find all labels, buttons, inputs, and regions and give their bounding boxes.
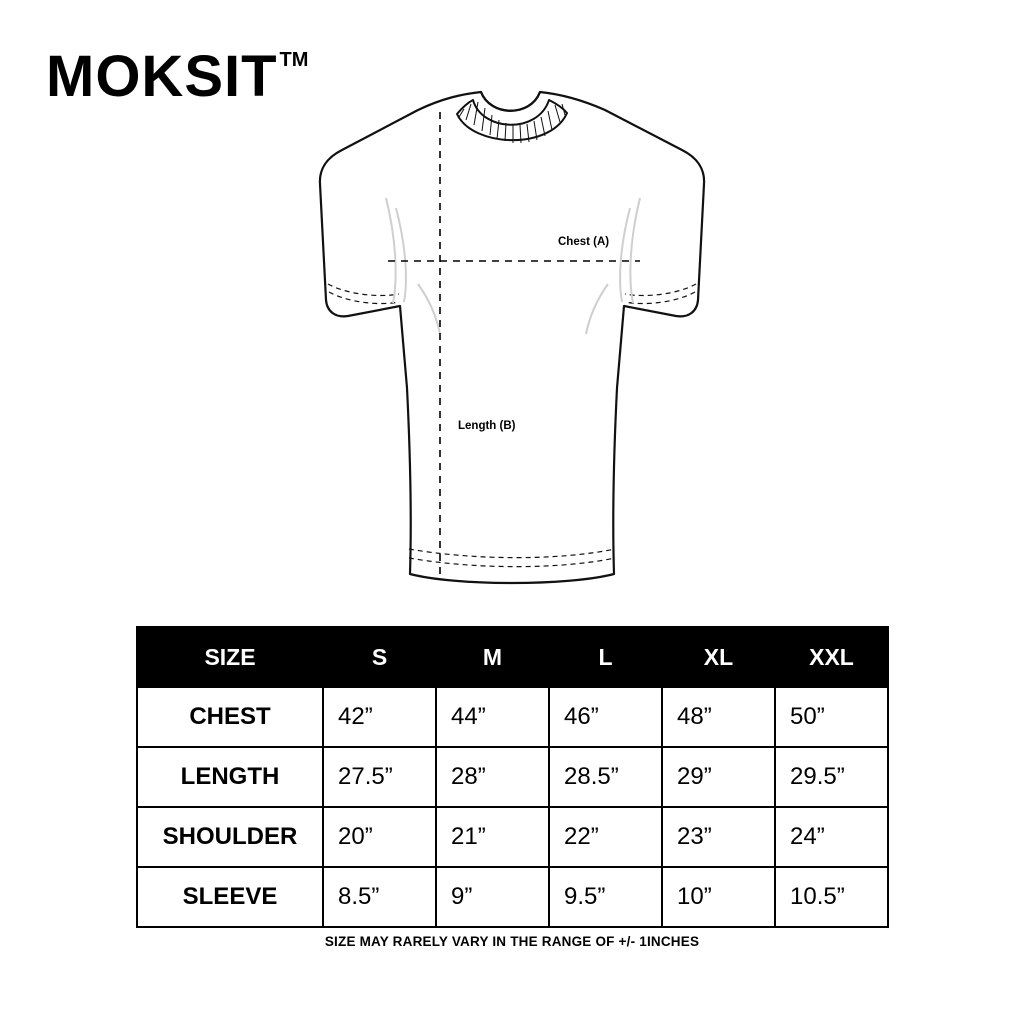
cell-chest-xxl: 50” xyxy=(775,687,888,747)
cell-chest-l: 46” xyxy=(549,687,662,747)
cell-shoulder-s: 20” xyxy=(323,807,436,867)
tshirt-svg xyxy=(268,88,758,598)
table-header-row xyxy=(137,627,888,687)
table-header-l: L xyxy=(549,627,662,687)
cell-shoulder-m: 21” xyxy=(436,807,549,867)
trademark-symbol: TM xyxy=(279,49,309,71)
table-header-xl: XL xyxy=(662,627,775,687)
cell-chest-xl: 48” xyxy=(662,687,775,747)
table-header-m: M xyxy=(436,627,549,687)
cell-sleeve-xl: 10” xyxy=(662,867,775,927)
cell-length-xxl: 29.5” xyxy=(775,747,888,807)
row-label-shoulder: SHOULDER xyxy=(137,807,323,867)
chest-label: Chest (A) xyxy=(558,236,610,248)
size-variance-note: SIZE MAY RARELY VARY IN THE RANGE OF +/- 1INCHES xyxy=(324,934,700,949)
cell-length-xl: 29” xyxy=(662,747,775,807)
size-chart-table xyxy=(136,626,889,928)
cell-length-l: 28.5” xyxy=(549,747,662,807)
row-label-chest: CHEST xyxy=(137,687,323,747)
cell-sleeve-xxl: 10.5” xyxy=(775,867,888,927)
cell-length-s: 27.5” xyxy=(323,747,436,807)
tshirt-illustration xyxy=(268,88,758,598)
cell-sleeve-m: 9” xyxy=(436,867,549,927)
table-row xyxy=(137,687,888,747)
table-header-s: S xyxy=(323,627,436,687)
brand-name: MOKSIT xyxy=(46,44,278,109)
table-row xyxy=(137,867,888,927)
table-row xyxy=(137,747,888,807)
cell-shoulder-xl: 23” xyxy=(662,807,775,867)
table-row xyxy=(137,807,888,867)
length-label: Length (B) xyxy=(458,420,516,432)
table-header-size: SIZE xyxy=(137,627,323,687)
cell-shoulder-xxl: 24” xyxy=(775,807,888,867)
cell-sleeve-s: 8.5” xyxy=(323,867,436,927)
row-label-length: LENGTH xyxy=(137,747,323,807)
cell-chest-m: 44” xyxy=(436,687,549,747)
table-header-xxl: XXL xyxy=(775,627,888,687)
row-label-sleeve: SLEEVE xyxy=(137,867,323,927)
cell-length-m: 28” xyxy=(436,747,549,807)
cell-sleeve-l: 9.5” xyxy=(549,867,662,927)
cell-chest-s: 42” xyxy=(323,687,436,747)
cell-shoulder-l: 22” xyxy=(549,807,662,867)
